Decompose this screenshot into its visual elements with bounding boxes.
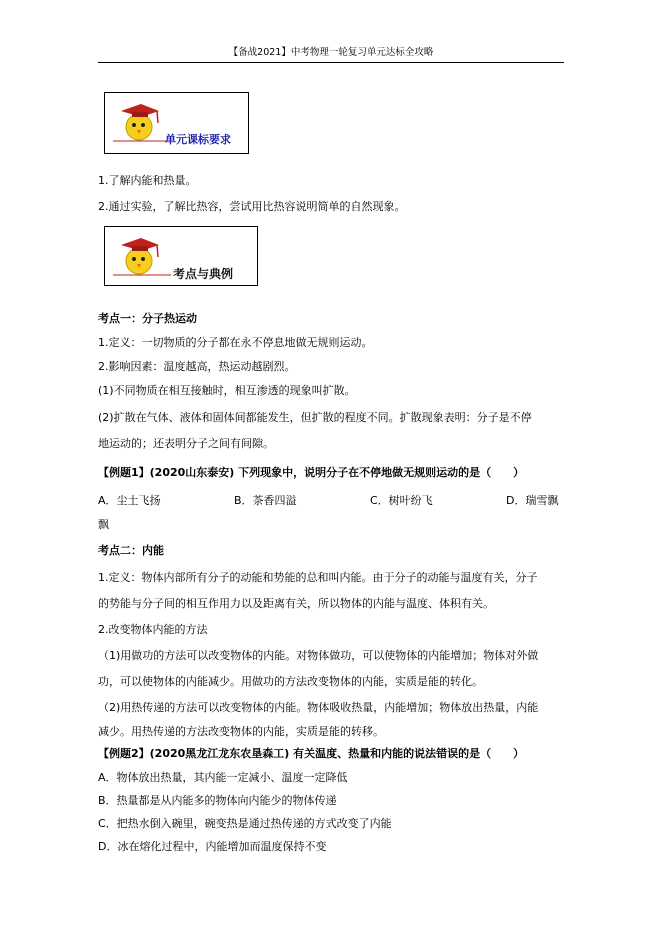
example-question: 【例题2】(2020黑龙江龙东农垦森工) 有关温度、热量和内能的说法错误的是（ ） (98, 747, 525, 760)
example-option: A．物体放出热量，其内能一定减小、温度一定降低 (98, 771, 348, 784)
example-option: A．尘土飞扬 (98, 494, 161, 507)
body-line: (2)扩散在气体、液体和固体间都能发生，但扩散的程度不同。扩散现象表明：分子是不停 (98, 411, 532, 424)
body-line: 功，可以使物体的内能减少。用做功的方法改变物体的内能，实质是能的转化。 (98, 675, 483, 688)
example-option: D．冰在熔化过程中，内能增加而温度保持不变 (98, 840, 327, 853)
example-option-continued: 飘 (98, 518, 109, 531)
graduation-chick-icon (111, 231, 171, 279)
body-line: 1.定义：物体内部所有分子的动能和势能的总和叫内能。由于分子的动能与温度有关，分子 (98, 571, 538, 584)
example-option: B．热量都是从内能多的物体向内能少的物体传递 (98, 794, 337, 807)
body-line: 1.定义：一切物质的分子都在永不停息地做无规则运动。 (98, 336, 373, 349)
body-line: 的势能与分子间的相互作用力以及距离有关，所以物体的内能与温度、体积有关。 (98, 597, 494, 610)
page-header: 【备战2021】中考物理一轮复习单元达标全攻略 (98, 44, 564, 63)
section-heading: 考点一：分子热运动 (98, 312, 197, 325)
requirement-item: 1.了解内能和热量。 (98, 174, 197, 187)
example-option: C．把热水倒入碗里，碗变热是通过热传递的方式改变了内能 (98, 817, 392, 830)
banner-title: 单元课标要求 (165, 133, 231, 146)
banner-title: 考点与典例 (173, 267, 234, 281)
unit-requirements-banner (104, 92, 249, 154)
body-line: （1)用做功的方法可以改变物体的内能。对物体做功，可以使物体的内能增加；物体对外做 (98, 649, 539, 662)
body-line: （2)用热传递的方法可以改变物体的内能。物体吸收热量，内能增加；物体放出热量，内能 (98, 701, 539, 714)
example-option: B．茶香四溢 (234, 494, 297, 507)
example-question: 【例题1】(2020山东泰安) 下列现象中，说明分子在不停地做无规则运动的是（ ） (98, 466, 525, 479)
body-line: 2.改变物体内能的方法 (98, 623, 208, 636)
example-option: D．瑞雪飘 (506, 494, 559, 507)
section-heading: 考点二：内能 (98, 544, 164, 557)
body-line: 2.影响因素：温度越高，热运动越剧烈。 (98, 360, 296, 373)
requirement-item: 2.通过实验，了解比热容，尝试用比热容说明简单的自然现象。 (98, 200, 406, 213)
body-line: 减少。用热传递的方法改变物体的内能，实质是能的转移。 (98, 725, 384, 738)
example-option: C．树叶纷飞 (370, 494, 433, 507)
graduation-chick-icon (111, 97, 167, 145)
body-line: 地运动的；还表明分子之间有间隙。 (98, 437, 274, 450)
body-line: (1)不同物质在相互接触时，相互渗透的现象叫扩散。 (98, 384, 356, 397)
exam-points-banner (104, 226, 258, 286)
